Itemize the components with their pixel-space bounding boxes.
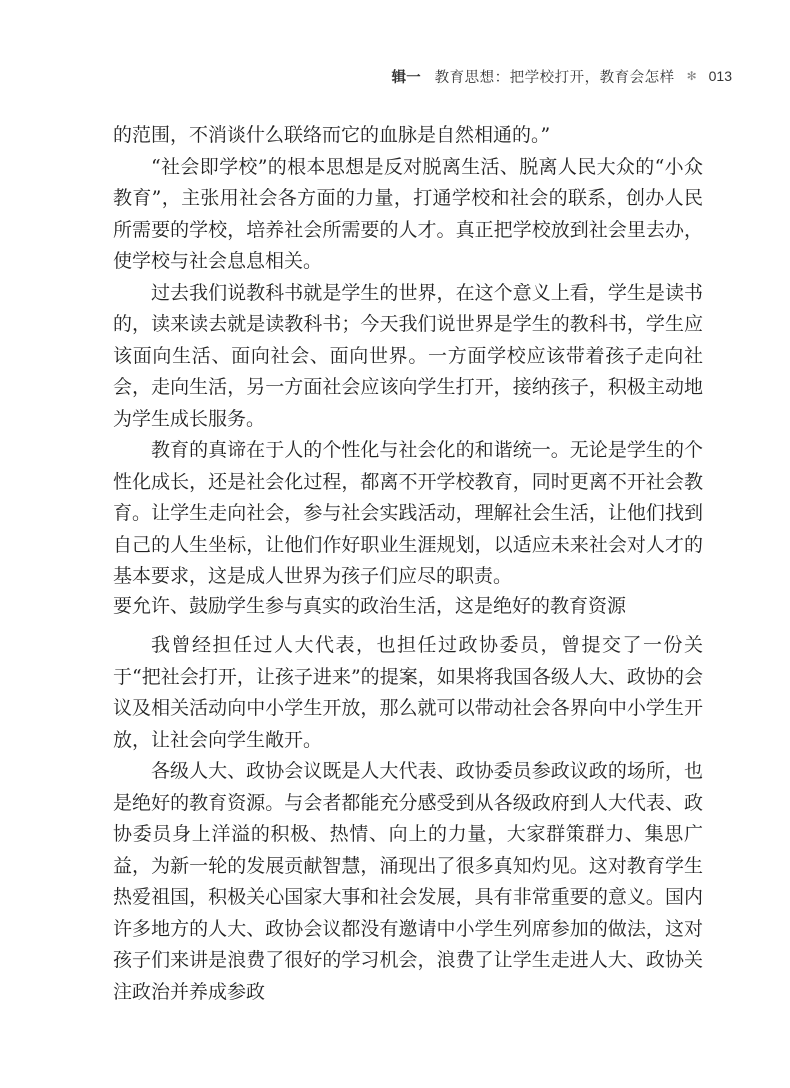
body-text-after-heading [113, 630, 703, 1008]
page-number: 013 [708, 68, 732, 84]
paragraph: “社会即学校”的根本思想是反对脱离生活、脱离人民大众的“小众教育”，主张用社会各方面的力量，打通学校和社会的联系，创办人民所需要的学校，培养社会所需要的人才。真正把学校放到社会里去办，使学校与社会息息相关。 [113, 155, 703, 272]
paragraph: 过去我们说教科书就是学生的世界，在这个意义上看，学生是读书的，读来读去就是读教科书；今天我们说世界是学生的教科书，学生应该面向生活、面向社会、面向世界。一方面学校应该带着孩子走向社会，走向生活，另一方面社会应该向学生打开，接纳孩子，积极主动地为学生成长服务。 [113, 281, 703, 430]
running-head-part: 辑一 [391, 69, 421, 86]
running-head-title: 教育思想：把学校打开，教育会怎样 [434, 69, 675, 86]
section-heading: 要允许、鼓励学生参与真实的政治生活，这是绝好的教育资源 [113, 595, 627, 617]
body-text-before-heading [113, 120, 703, 593]
running-head [392, 66, 732, 86]
running-head-separator-icon: ✻ [686, 69, 697, 83]
paragraph: 我曾经担任过人大代表，也担任过政协委员，曾提交了一份关于“把社会打开，让孩子进来”的提案，如果将我国各级人大、政协的会议及相关活动向中小学生开放，那么就可以带动社会各界向中小学生开放，让社会向学生敞开。 [113, 634, 703, 751]
paragraph: 各级人大、政协会议既是人大代表、政协委员参政议政的场所，也是绝好的教育资源。与会者都能充分感受到从各级政府到人大代表、政协委员身上洋溢的积极、热情、向上的力量，大家群策群力、集思广益，为新一轮的发展贡献智慧，涌现出了很多真知灼见。这对教育学生热爱祖国，积极关心国家大事和社会发展，具有非常重要的意义。国内许多地方的人大、政协会议都没有邀请中小学生列席参加的做法，这对孩子们来讲是浪费了很好的学习机会，浪费了让学生走进人大、政协关注政治并养成参政 [113, 760, 703, 1003]
paragraph: 教育的真谛在于人的个性化与社会化的和谐统一。无论是学生的个性化成长，还是社会化过程，都离不开学校教育，同时更离不开社会教育。让学生走向社会，参与社会实践活动，理解社会生活，让他们找到自己的人生坐标，让他们作好职业生涯规划，以适应未来社会对人才的基本要求，这是成人世界为孩子们应尽的职责。 [113, 439, 703, 587]
paragraph-continued: 的范围，不消谈什么联络而它的血脉是自然相通的。” [113, 124, 551, 146]
